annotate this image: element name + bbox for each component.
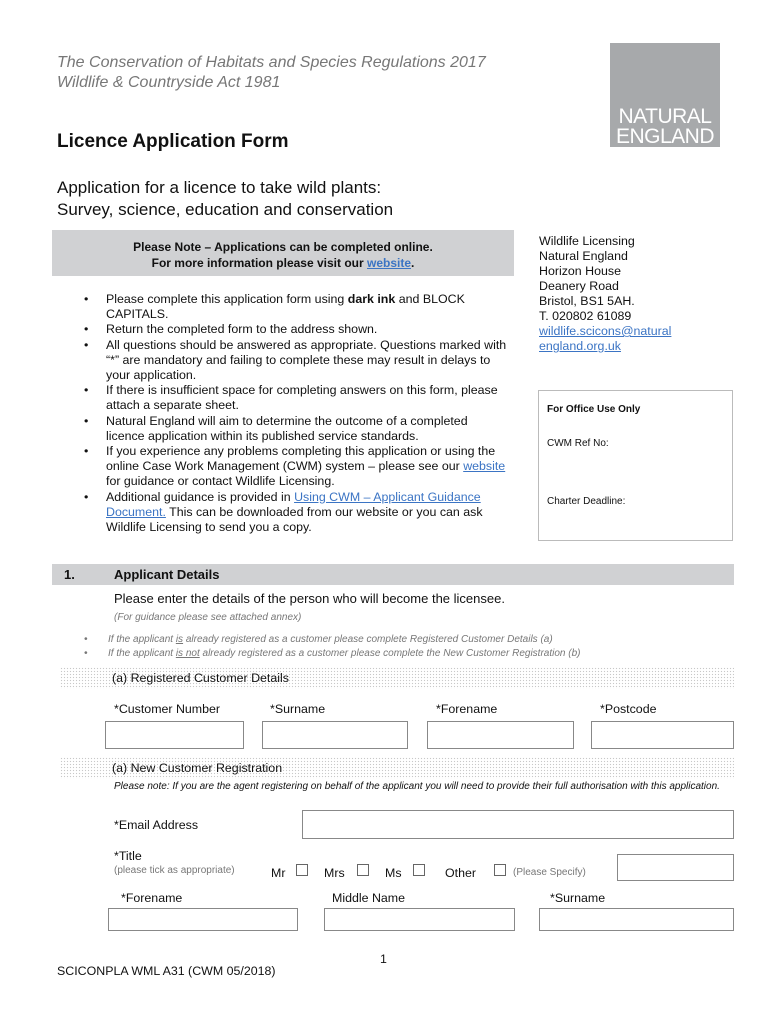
please-specify-hint: (Please Specify) (513, 867, 586, 878)
office-use-title: For Office Use Only (547, 404, 641, 415)
address-line: Deanery Road (539, 279, 619, 293)
list-item: • Return the completed form to the address shown. (82, 322, 507, 337)
bullet-text: This can be downloaded from our website or you can ask Wildlife Licensing to send you a copy. (106, 504, 483, 535)
list-item (82, 490, 507, 536)
section-1-header (52, 564, 734, 585)
title-mrs-checkbox[interactable] (357, 864, 369, 876)
title-mr-label: Mr (271, 866, 286, 880)
registered-forename-input[interactable] (427, 721, 574, 749)
phone-number: T. 020802 61089 (539, 309, 632, 323)
customer-number-label: *Customer Number (114, 702, 221, 716)
address-line: Bristol, BS1 5AH. (539, 294, 635, 308)
registered-surname-input[interactable] (262, 721, 408, 749)
forename-input[interactable] (108, 908, 298, 931)
surname-label: *Surname (270, 702, 326, 716)
forename-label-new: *Forename (121, 891, 183, 905)
list-item (82, 292, 507, 322)
other-title-input[interactable] (617, 854, 734, 881)
title-ms-label: Ms (385, 866, 402, 880)
bullet-text: Please complete this application form using (106, 292, 348, 306)
condition-text (108, 648, 580, 659)
website-link[interactable]: website (367, 256, 412, 270)
bullet-text: and BLOCK CAPITALS. (106, 292, 465, 322)
middle-name-label: Middle Name (332, 891, 405, 905)
note-line-1: Please Note – Applications can be completed online. (133, 240, 433, 254)
section-title: Applicant Details (114, 567, 220, 582)
note-suffix: . (411, 256, 415, 270)
condition-text (108, 634, 553, 645)
address-line: Natural England (539, 249, 628, 263)
cond-text: If the applicant (108, 648, 176, 659)
form-code: SCICONPLA WML A31 (CWM 05/2018) (57, 964, 276, 978)
list-item: • All questions should be answered as appropriate. Questions marked with “*” are mandatory and failing to complete these may result in delays to your application. (82, 338, 507, 384)
list-item (82, 444, 507, 490)
logo-text-1: NATURAL (618, 105, 712, 128)
list-item: • If there is insufficient space for completing answers on this form, please attach a separate sheet. (82, 383, 507, 413)
online-note-box (52, 230, 514, 276)
email-label: *Email Address (114, 818, 199, 832)
charter-deadline-label: Charter Deadline: (547, 496, 626, 507)
office-use-box (538, 390, 733, 541)
form-title: Licence Application Form (57, 131, 289, 152)
cwm-ref-label: CWM Ref No: (547, 438, 609, 449)
subtitle-line-2: Survey, science, education and conservation (57, 200, 394, 219)
postcode-input[interactable] (591, 721, 734, 749)
new-customer-band (60, 757, 734, 779)
title-mrs-label: Mrs (324, 866, 345, 880)
address-line: Wildlife Licensing (539, 234, 635, 248)
natural-england-logo (610, 43, 720, 147)
registered-customer-heading: (a) Registered Customer Details (112, 671, 289, 685)
surname-label-new: *Surname (550, 891, 606, 905)
title-mr-checkbox[interactable] (296, 864, 308, 876)
title-other-checkbox[interactable] (494, 864, 506, 876)
cond-emphasis: is not (175, 648, 200, 659)
bullet-text: If you experience any problems completing this application or using the online Case Work Management (CWM) system – please see our (106, 444, 496, 474)
website-link[interactable]: website (463, 459, 506, 474)
agent-note: Please note: If you are the agent registering on behalf of the applicant you will need to provide their full authorisation with this application. (114, 781, 720, 792)
cond-text: If the applicant (108, 634, 176, 645)
bullet-text: Additional guidance is provided in (106, 489, 295, 504)
note-text: For more information please visit our (151, 256, 367, 270)
logo-text-2: ENGLAND (615, 125, 715, 148)
email-link-cont[interactable]: england.org.uk (539, 339, 621, 353)
note-line-2 (52, 255, 514, 271)
page-number: 1 (380, 952, 387, 966)
title-other-label: Other (445, 866, 476, 880)
tick-hint: (please tick as appropriate) (114, 865, 235, 876)
postcode-label: *Postcode (600, 702, 657, 716)
title-label: *Title (114, 849, 142, 863)
cond-text: already registered as a customer please complete the New Customer Registration (b) (199, 648, 581, 659)
licensing-address (539, 234, 671, 354)
list-item: • Natural England will aim to determine the outcome of a completed licence application within its published service standards. (82, 414, 507, 444)
cond-text: already registered as a customer please complete Registered Customer Details (a) (183, 634, 553, 645)
bullet-bold: dark ink (347, 292, 396, 306)
bullet-icon: • (84, 648, 88, 659)
bullet-icon: • (84, 634, 88, 645)
regulation-line-2: Wildlife & Countryside Act 1981 (57, 74, 281, 91)
instructions-list (82, 292, 507, 535)
middle-name-input[interactable] (324, 908, 515, 931)
guidance-document-link[interactable]: Using CWM – Applicant Guidance Document. (106, 489, 481, 519)
email-input[interactable] (302, 810, 734, 839)
section-number: 1. (64, 567, 75, 582)
title-ms-checkbox[interactable] (413, 864, 425, 876)
forename-label: *Forename (436, 702, 498, 716)
registered-customer-band (60, 667, 734, 689)
regulations-header (57, 53, 486, 93)
form-subtitle (57, 177, 393, 221)
customer-number-input[interactable] (105, 721, 244, 749)
bullet-text: for guidance or contact Wildlife Licensing. (106, 474, 335, 489)
guidance-note: (For guidance please see attached annex) (114, 612, 302, 623)
section-intro: Please enter the details of the person who will become the licensee. (114, 591, 505, 606)
email-link[interactable]: wildlife.scicons@natural (539, 324, 672, 338)
address-line: Horizon House (539, 264, 621, 278)
subtitle-line-1: Application for a licence to take wild plants: (57, 178, 382, 197)
new-customer-heading: (a) New Customer Registration (112, 761, 283, 775)
cond-emphasis: is (175, 634, 184, 645)
regulation-line-1: The Conservation of Habitats and Species Regulations 2017 (57, 54, 486, 71)
surname-input[interactable] (539, 908, 734, 931)
